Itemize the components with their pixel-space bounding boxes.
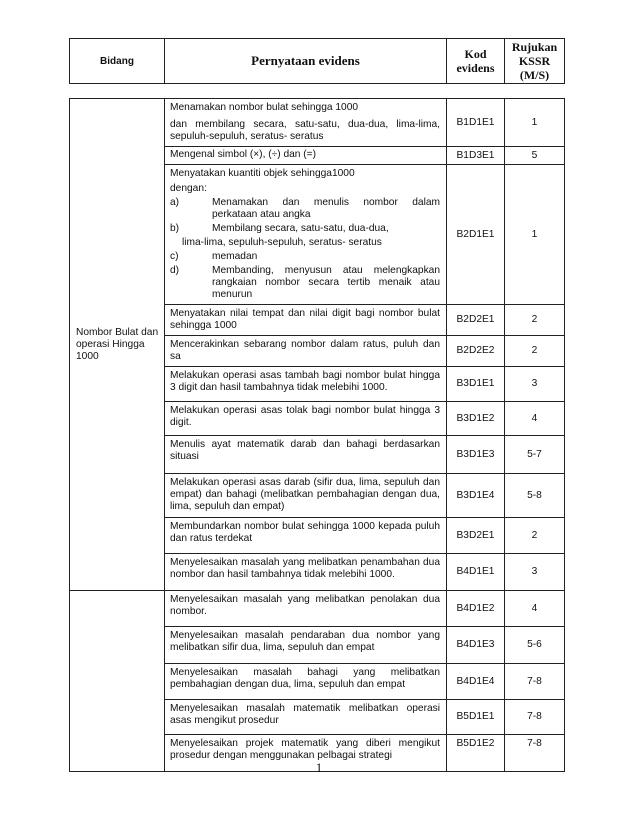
kod-cell: B1D1E1	[447, 99, 505, 147]
evidence-cell	[165, 591, 447, 627]
list-item-label: c)	[170, 251, 179, 262]
evidence-text: Mengenal simbol (×), (÷) dan (=)	[170, 149, 317, 160]
evidence-text: Menyatakan nilai tempat dan nilai digit bagi nombor bulat sehingga 1000	[170, 308, 440, 331]
rujukan-cell: 2	[505, 305, 565, 336]
evidence-cell	[165, 305, 447, 336]
evidence-text: Menyelesaikan masalah bahagi yang melibatkan pembahagian dengan dua, lima, sepuluh dan empat	[170, 667, 440, 690]
evidence-text: Menulis ayat matematik darab dan bahagi berdasarkan situasi	[170, 439, 440, 462]
kod-cell: B4D1E1	[447, 554, 505, 591]
evidence-text: Menyelesaikan projek matematik yang diberi mengikut prosedur dengan menggunakan pelbagai strategi	[170, 738, 440, 761]
evidence-text: Menyelesaikan masalah pendaraban dua nombor yang melibatkan sifir dua, lima, sepuluh dan empat	[170, 630, 440, 653]
rujukan-cell: 7-8	[505, 664, 565, 700]
header-rujukan-line1: Rujukan	[511, 40, 558, 54]
rujukan-cell: 2	[505, 336, 565, 367]
evidence-cell	[165, 664, 447, 700]
evidence-text: Melakukan operasi asas tambah bagi nombor bulat hingga 3 digit dan hasil tambahnya tidak melebihi 1000.	[170, 370, 440, 393]
evidence-cell	[165, 554, 447, 591]
kod-cell: B4D1E4	[447, 664, 505, 700]
evidence-cell	[165, 518, 447, 554]
rujukan-cell: 4	[505, 402, 565, 436]
header-kod-line1: Kod	[464, 47, 487, 61]
rujukan-cell: 5-8	[505, 474, 565, 518]
header-rujukan	[505, 39, 565, 84]
header-pernyataan: Pernyataan evidens	[165, 39, 447, 84]
list-item	[170, 223, 440, 235]
evidence-cell	[165, 165, 447, 305]
evidence-table	[69, 98, 565, 772]
table-row	[70, 591, 565, 627]
evidence-text: Menyelesaikan masalah yang melibatkan penolakan dua nombor.	[170, 594, 440, 617]
table-row	[70, 99, 565, 147]
kod-cell: B1D3E1	[447, 147, 505, 165]
header-bidang: Bidang	[70, 39, 165, 84]
list-item-continuation: lima-lima, sepuluh-sepuluh, seratus- seratus	[182, 237, 382, 248]
kod-cell: B3D1E4	[447, 474, 505, 518]
evidence-text: Menyatakan kuantiti objek sehingga1000	[170, 168, 355, 179]
header-kod	[447, 39, 505, 84]
evidence-cell	[165, 474, 447, 518]
evidence-cell	[165, 147, 447, 165]
list-item-text: Membilang secara, satu-satu, dua-dua,	[212, 223, 389, 234]
header-rujukan-line2: KSSR	[518, 54, 551, 68]
rujukan-cell: 1	[505, 165, 565, 305]
kod-cell: B3D1E1	[447, 367, 505, 402]
list-item-label: d)	[170, 265, 180, 276]
header-kod-line2: evidens	[456, 61, 495, 75]
list-item-text: Membanding, menyusun atau melengkapkan rangkaian nombor secara tertib menaik atau menurun	[212, 265, 440, 300]
list-item	[170, 265, 440, 301]
kod-cell: B4D1E2	[447, 591, 505, 627]
evidence-text: Menyelesaikan masalah matematik melibatkan operasi asas mengikut prosedur	[170, 703, 440, 726]
list-item	[170, 197, 440, 221]
list-item-label: b)	[170, 223, 180, 234]
evidence-cell	[165, 436, 447, 474]
rujukan-cell: 3	[505, 554, 565, 591]
evidence-text: Membundarkan nombor bulat sehingga 1000 kepada puluh dan ratus terdekat	[170, 521, 440, 544]
rujukan-cell: 1	[505, 99, 565, 147]
list-item-label: a)	[170, 197, 180, 208]
rujukan-cell: 2	[505, 518, 565, 554]
rujukan-cell: 5	[505, 147, 565, 165]
bidang-cell: Nombor Bulat dan operasi Hingga 1000	[70, 99, 165, 591]
evidence-cell	[165, 627, 447, 664]
evidence-cell	[165, 700, 447, 735]
list-item-text: memadan	[212, 251, 258, 262]
evidence-text: dan membilang secara, satu-satu, dua-dua, lima-lima, sepuluh-sepuluh, seratus- seratus	[170, 119, 440, 142]
list-item-text: Menamakan dan menulis nombor dalam perkataan atau angka	[212, 197, 440, 220]
evidence-text: Menamakan nombor bulat sehingga 1000	[170, 102, 359, 113]
evidence-text: Mencerakinkan sebarang nombor dalam ratus, puluh dan sa	[170, 339, 440, 362]
kod-cell: B3D2E1	[447, 518, 505, 554]
list-item	[170, 251, 440, 263]
rujukan-cell: 5-6	[505, 627, 565, 664]
header-rujukan-line3: (M/S)	[519, 68, 550, 82]
rujukan-cell: 7-8	[505, 700, 565, 735]
kod-cell: B5D1E2	[447, 735, 505, 772]
evidence-cell	[165, 402, 447, 436]
kod-cell: B5D1E1	[447, 700, 505, 735]
kod-cell: B2D2E1	[447, 305, 505, 336]
kod-cell: B3D1E2	[447, 402, 505, 436]
bidang-cell-empty	[70, 591, 165, 772]
evidence-cell	[165, 336, 447, 367]
kod-cell: B3D1E3	[447, 436, 505, 474]
evidence-text: Melakukan operasi asas darab (sifir dua, lima, sepuluh dan empat) dan bahagi (melibatkan pembahagian dengan dua, lima, sepuluh dan empat)	[170, 477, 440, 512]
rujukan-cell: 7-8	[505, 735, 565, 772]
kod-cell: B2D2E2	[447, 336, 505, 367]
evidence-text: Melakukan operasi asas tolak bagi nombor bulat hingga 3 digit.	[170, 405, 440, 428]
evidence-cell	[165, 367, 447, 402]
evidence-cell	[165, 99, 447, 147]
rujukan-cell: 3	[505, 367, 565, 402]
header-table	[69, 38, 565, 84]
evidence-text: dengan:	[170, 183, 207, 194]
kod-cell: B2D1E1	[447, 165, 505, 305]
page-number: 1	[315, 760, 323, 775]
kod-cell: B4D1E3	[447, 627, 505, 664]
evidence-text: Menyelesaikan masalah yang melibatkan penambahan dua nombor dan hasil tambahnya tidak melebihi 1000.	[170, 557, 440, 580]
rujukan-cell: 4	[505, 591, 565, 627]
rujukan-cell: 5-7	[505, 436, 565, 474]
